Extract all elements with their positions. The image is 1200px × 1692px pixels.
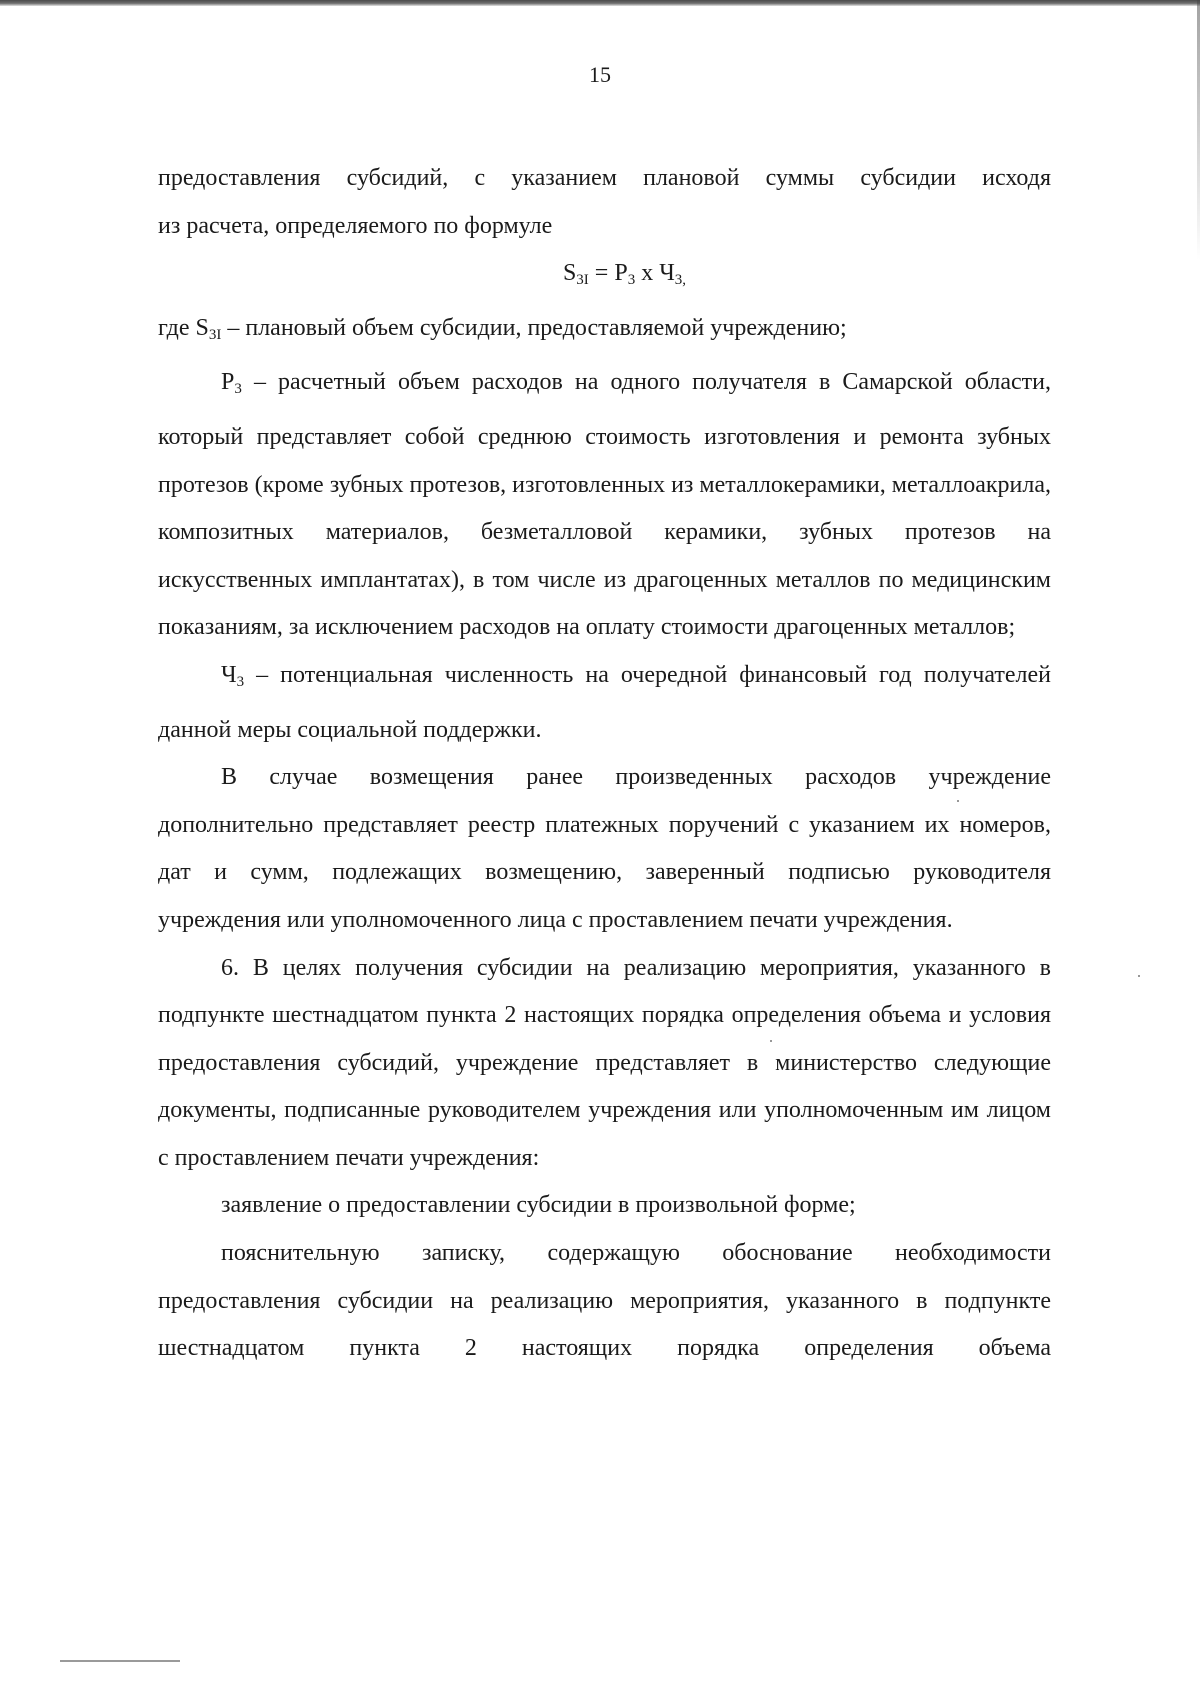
paragraph-ch3 — [158, 652, 1051, 754]
formula-times: x Ч — [635, 260, 675, 287]
p3-text: – расчетный объем расходов на одного получателя в Самарской области, который представляет собой среднюю стоимость изготовления и ремонта зубных протезов (кроме зубных протезов, изготовленных из металлокерамики, металлоакрила, композитных материалов, безметалловой керамики, зубных протезов на искусственных имплантатах), в том числе из драгоценных металлов по медицинским показаниям, за исключением расходов на оплату стоимости драгоценных металлов; — [158, 369, 1051, 641]
text-line: предоставления субсидий, с указанием плановой суммы субсидии исходя — [158, 165, 1051, 191]
formula — [158, 250, 1051, 305]
formula-lhs: S — [562, 260, 577, 287]
page-number: 15 — [589, 62, 611, 87]
document-body — [158, 155, 1051, 1373]
ch3-text: – потенциальная численность на очередной финансовый год получателей данной меры социальной поддержки. — [158, 661, 1051, 743]
ch3-symbol: Ч — [221, 661, 237, 688]
formula-p-subscript: 3 — [627, 272, 636, 289]
scan-speck — [1138, 975, 1140, 977]
p3-symbol: Р — [221, 369, 235, 396]
scan-smudge — [60, 1660, 180, 1662]
text-line: из расчета, определяемого по формуле — [158, 212, 553, 239]
scan-speck — [957, 800, 959, 802]
paragraph-application: заявление о предоставлении субсидии в произвольной форме; — [221, 1192, 856, 1219]
definition-s3i-subscript: 3I — [208, 326, 222, 343]
paragraph-explanatory-note: пояснительную записку, содержащую обоснование необходимости предоставления субсидии на реализацию мероприятия, указанного в подпункте шестнадцатом пункта 2 настоящих порядка определения объема — [158, 1240, 1051, 1362]
p3-subscript: 3 — [234, 381, 242, 398]
formula-equals: = P — [588, 260, 628, 287]
paragraph-reimbursement: В случае возмещения ранее произведенных расходов учреждение дополнительно представляет реестр платежных поручений с указанием их номеров, дат и сумм, подлежащих возмещению, заверенный подписью руководителя учреждения или уполномоченного лица с проставлением печати учреждения. — [158, 764, 1051, 933]
scan-speck — [770, 1040, 772, 1042]
paragraph-p3 — [158, 359, 1051, 652]
definition-s3i — [158, 305, 1051, 360]
scan-top-edge — [0, 0, 1200, 6]
definition-s3i-symbol: где S — [158, 314, 209, 341]
ch3-subscript: 3 — [236, 673, 245, 690]
paragraph-item-6: 6. В целях получения субсидии на реализацию мероприятия, указанного в подпункте шестнадцатом пункта 2 настоящих порядка определения объема и условия предоставления субсидий, учреждение представляет в министерство следующие документы, подписанные руководителем учреждения или уполномоченным им лицом с проставлением печати учреждения: — [158, 954, 1051, 1171]
formula-lhs-subscript: 3I — [576, 272, 589, 289]
definition-s3i-text: – плановый объем субсидии, предоставляемой учреждению; — [221, 314, 847, 341]
formula-ch-subscript: 3, — [674, 272, 687, 289]
